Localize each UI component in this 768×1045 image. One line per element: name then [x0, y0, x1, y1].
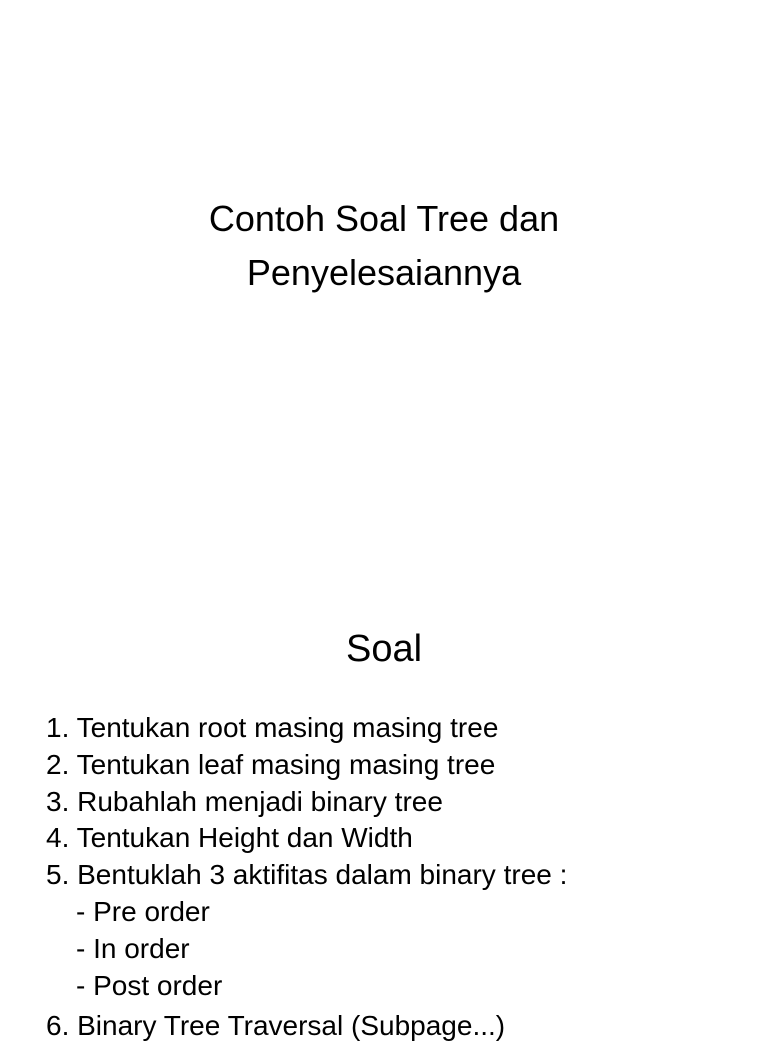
- question-list: [46, 710, 746, 1045]
- slide-title: [0, 192, 768, 300]
- slide-title-line-1: Contoh Soal Tree dan: [208, 198, 560, 239]
- list-item: 4. Tentukan Height dan Width: [46, 822, 413, 854]
- slide-heading: Soal: [345, 628, 423, 670]
- list-item: 3. Rubahlah menjadi binary tree: [46, 785, 443, 817]
- list-item-partial: 6. Binary Tree Traversal (Subpage...): [46, 1010, 506, 1042]
- list-item: 5. Bentuklah 3 aktifitas dalam binary tree :: [46, 859, 568, 891]
- list-item: 2. Tentukan leaf masing masing tree: [46, 748, 496, 780]
- sub-list-item: - In order: [76, 932, 190, 964]
- list-item: 1. Tentukan root masing masing tree: [46, 712, 499, 743]
- sub-list-item: - Post order: [76, 969, 223, 1001]
- slide-title-line-2: Penyelesaiannya: [246, 252, 522, 293]
- questions-slide: [0, 576, 768, 1042]
- sub-list-item: - Pre order: [76, 895, 210, 927]
